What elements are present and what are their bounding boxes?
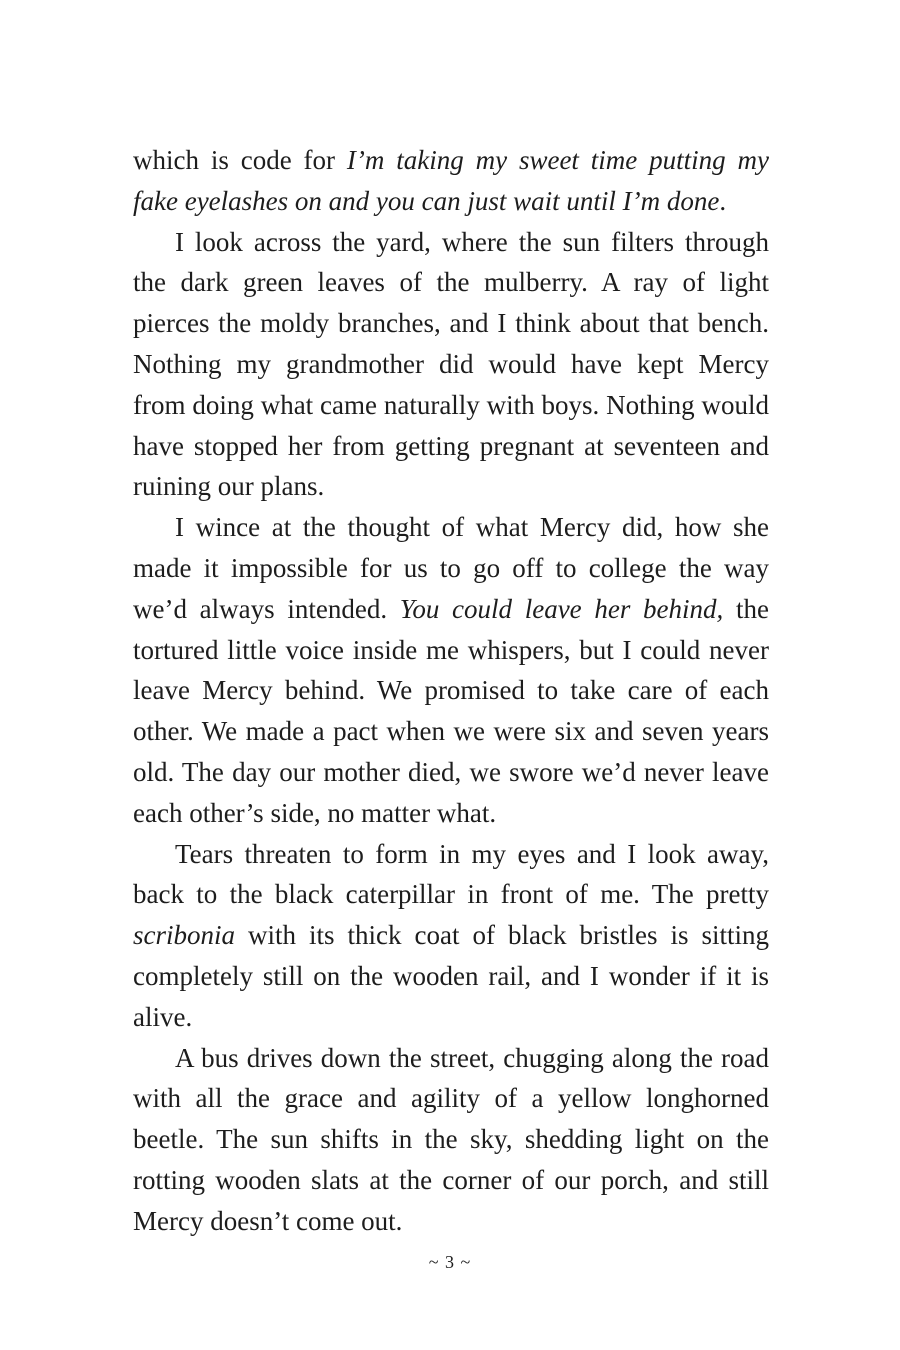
- paragraph-2: I look across the yard, where the sun filters through the dark green leaves of the mulberry. A ray of light pierces the moldy branches, and I think about that bench. Nothing my grandmother did would have kept Mercy from doing what came naturally with boys. Nothing would have stopped her from getting pregnant at seventeen and ruining our plans.: [133, 226, 769, 502]
- paragraph-4: [133, 834, 769, 1038]
- paragraph-1-text-a: which is code for: [133, 145, 347, 175]
- paragraph-1-text-c: .: [719, 185, 727, 216]
- paragraph-4-text-a: Tears threaten to form in my eyes and I look away, back to the black caterpillar in front of me. The pretty: [133, 838, 769, 910]
- paragraph-4-text-c: with its thick coat of black bristles is sitting completely still on the wooden rail, and I wonder if it is alive.: [133, 920, 769, 1032]
- page-body: [133, 140, 769, 1242]
- page-number: ~ 3 ~: [428, 1252, 472, 1272]
- paragraph-1-italic: I’m taking my sweet time putting my fake eyelashes on and you can just wait until I’m done: [133, 145, 769, 216]
- paragraph-3-text-a: I wince at the thought of what Mercy did, how she made it impossible for us to go off to college the way we’d always intended.: [133, 512, 769, 624]
- paragraph-4-italic: scribonia: [133, 920, 236, 951]
- paragraph-3-italic: You could leave her behind,: [399, 593, 724, 624]
- paragraph-3-text-c: the tortured little voice inside me whispers, but I could never leave Mercy behind. We promised to take care of each other. We made a pact when we were six and seven years old. The day our mother died, we swore we’d never leave each other’s side, no matter what.: [133, 593, 769, 828]
- paragraph-1: [133, 140, 769, 222]
- paragraph-3: [133, 507, 769, 833]
- paragraph-5: A bus drives down the street, chugging along the road with all the grace and agility of a yellow longhorned beetle. The sun shifts in the sky, shedding light on the rotting wooden slats at the corner of our porch, and still Mercy doesn’t come out.: [133, 1042, 769, 1236]
